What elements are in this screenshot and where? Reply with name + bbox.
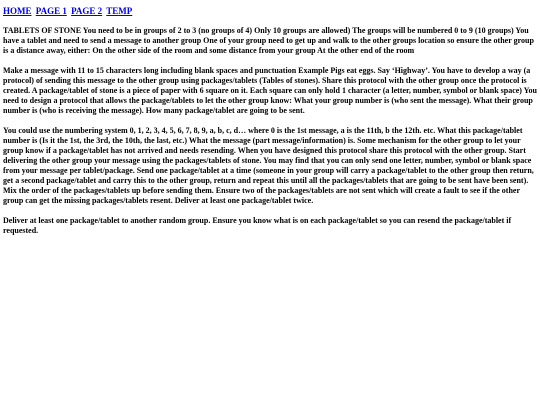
paragraph-deliver-random-group: Deliver at least one package/tablet to another random group. Ensure you know what is on each package/tablet so you can resend the package/tablet if requested. xyxy=(3,216,512,235)
paragraph-intro: TABLETS OF STONE You need to be in groups of 2 to 3 (no groups of 4) Only 10 groups are allowed) The groups will be numbered 0 to 9 (10 groups) You have a tablet and need to send a message to another group One of your group need to get up and walk to the other groups location so ensure the other group is a distance away, either: On the other side of the room and some distance from your group At the other end of the room xyxy=(3,26,534,55)
nav-link-temp[interactable]: TEMP xyxy=(106,6,133,16)
paragraph-numbering-system: You could use the numbering system 0, 1, 2, 3, 4, 5, 6, 7, 8, 9, a, b, c, d… where 0 is the 1st message, a is the 11th, b the 12th. etc. What this package/tablet number is (Is it the 1st, the 3rd, the 10th, the last, etc.) What the message (part message/information) is. Some mechanism for the other group to let your group know if a package/tablet has not arrived and needs resending. When you have designed this protocol share this protocol with the other group. Start delivering the other group your message using the packages/tablets of stone. You may find that you can only send one letter, number, symbol or blank space from your message per tablet/package. Send one package/tablet at a time (someone in your group will carry a package/tablet to the other group then return, get a second package/tablet and carry this to the other group, return and repeat this until all the packages/tablets that are going to be sent have been sent). Mix the order of the packages/tablets up before sending them. Ensure two of the packages/tablets are not sent which will create a fault to see if the other group can get the missing packages/tablets resent. Deliver at least one package/tablet twice. xyxy=(3,126,534,205)
nav-link-page-2[interactable]: PAGE 2 xyxy=(71,6,103,16)
paragraph-message-protocol: Make a message with 11 to 15 characters long including blank spaces and punctuation Example Pigs eat eggs. Say ‘Highway’. You have to develop a way (a protocol) of sending this message to the other group using packages/tablets (Tables of stones). Share this protocol with the other group once the protocol is created. A package/tablet of stone is a piece of paper with 6 square on it. Each square can only hold 1 character (a letter, number, symbol or blank space) You need to design a protocol that allows the package/tablets to let the other group know: What your group number is (who sent the message). What their group number is (who is receiving the message). How many package/tablet are going to be sent. xyxy=(3,66,538,115)
nav-link-page-1[interactable]: PAGE 1 xyxy=(35,6,67,16)
nav-links xyxy=(3,6,537,17)
nav-link-home[interactable]: HOME xyxy=(3,6,32,16)
